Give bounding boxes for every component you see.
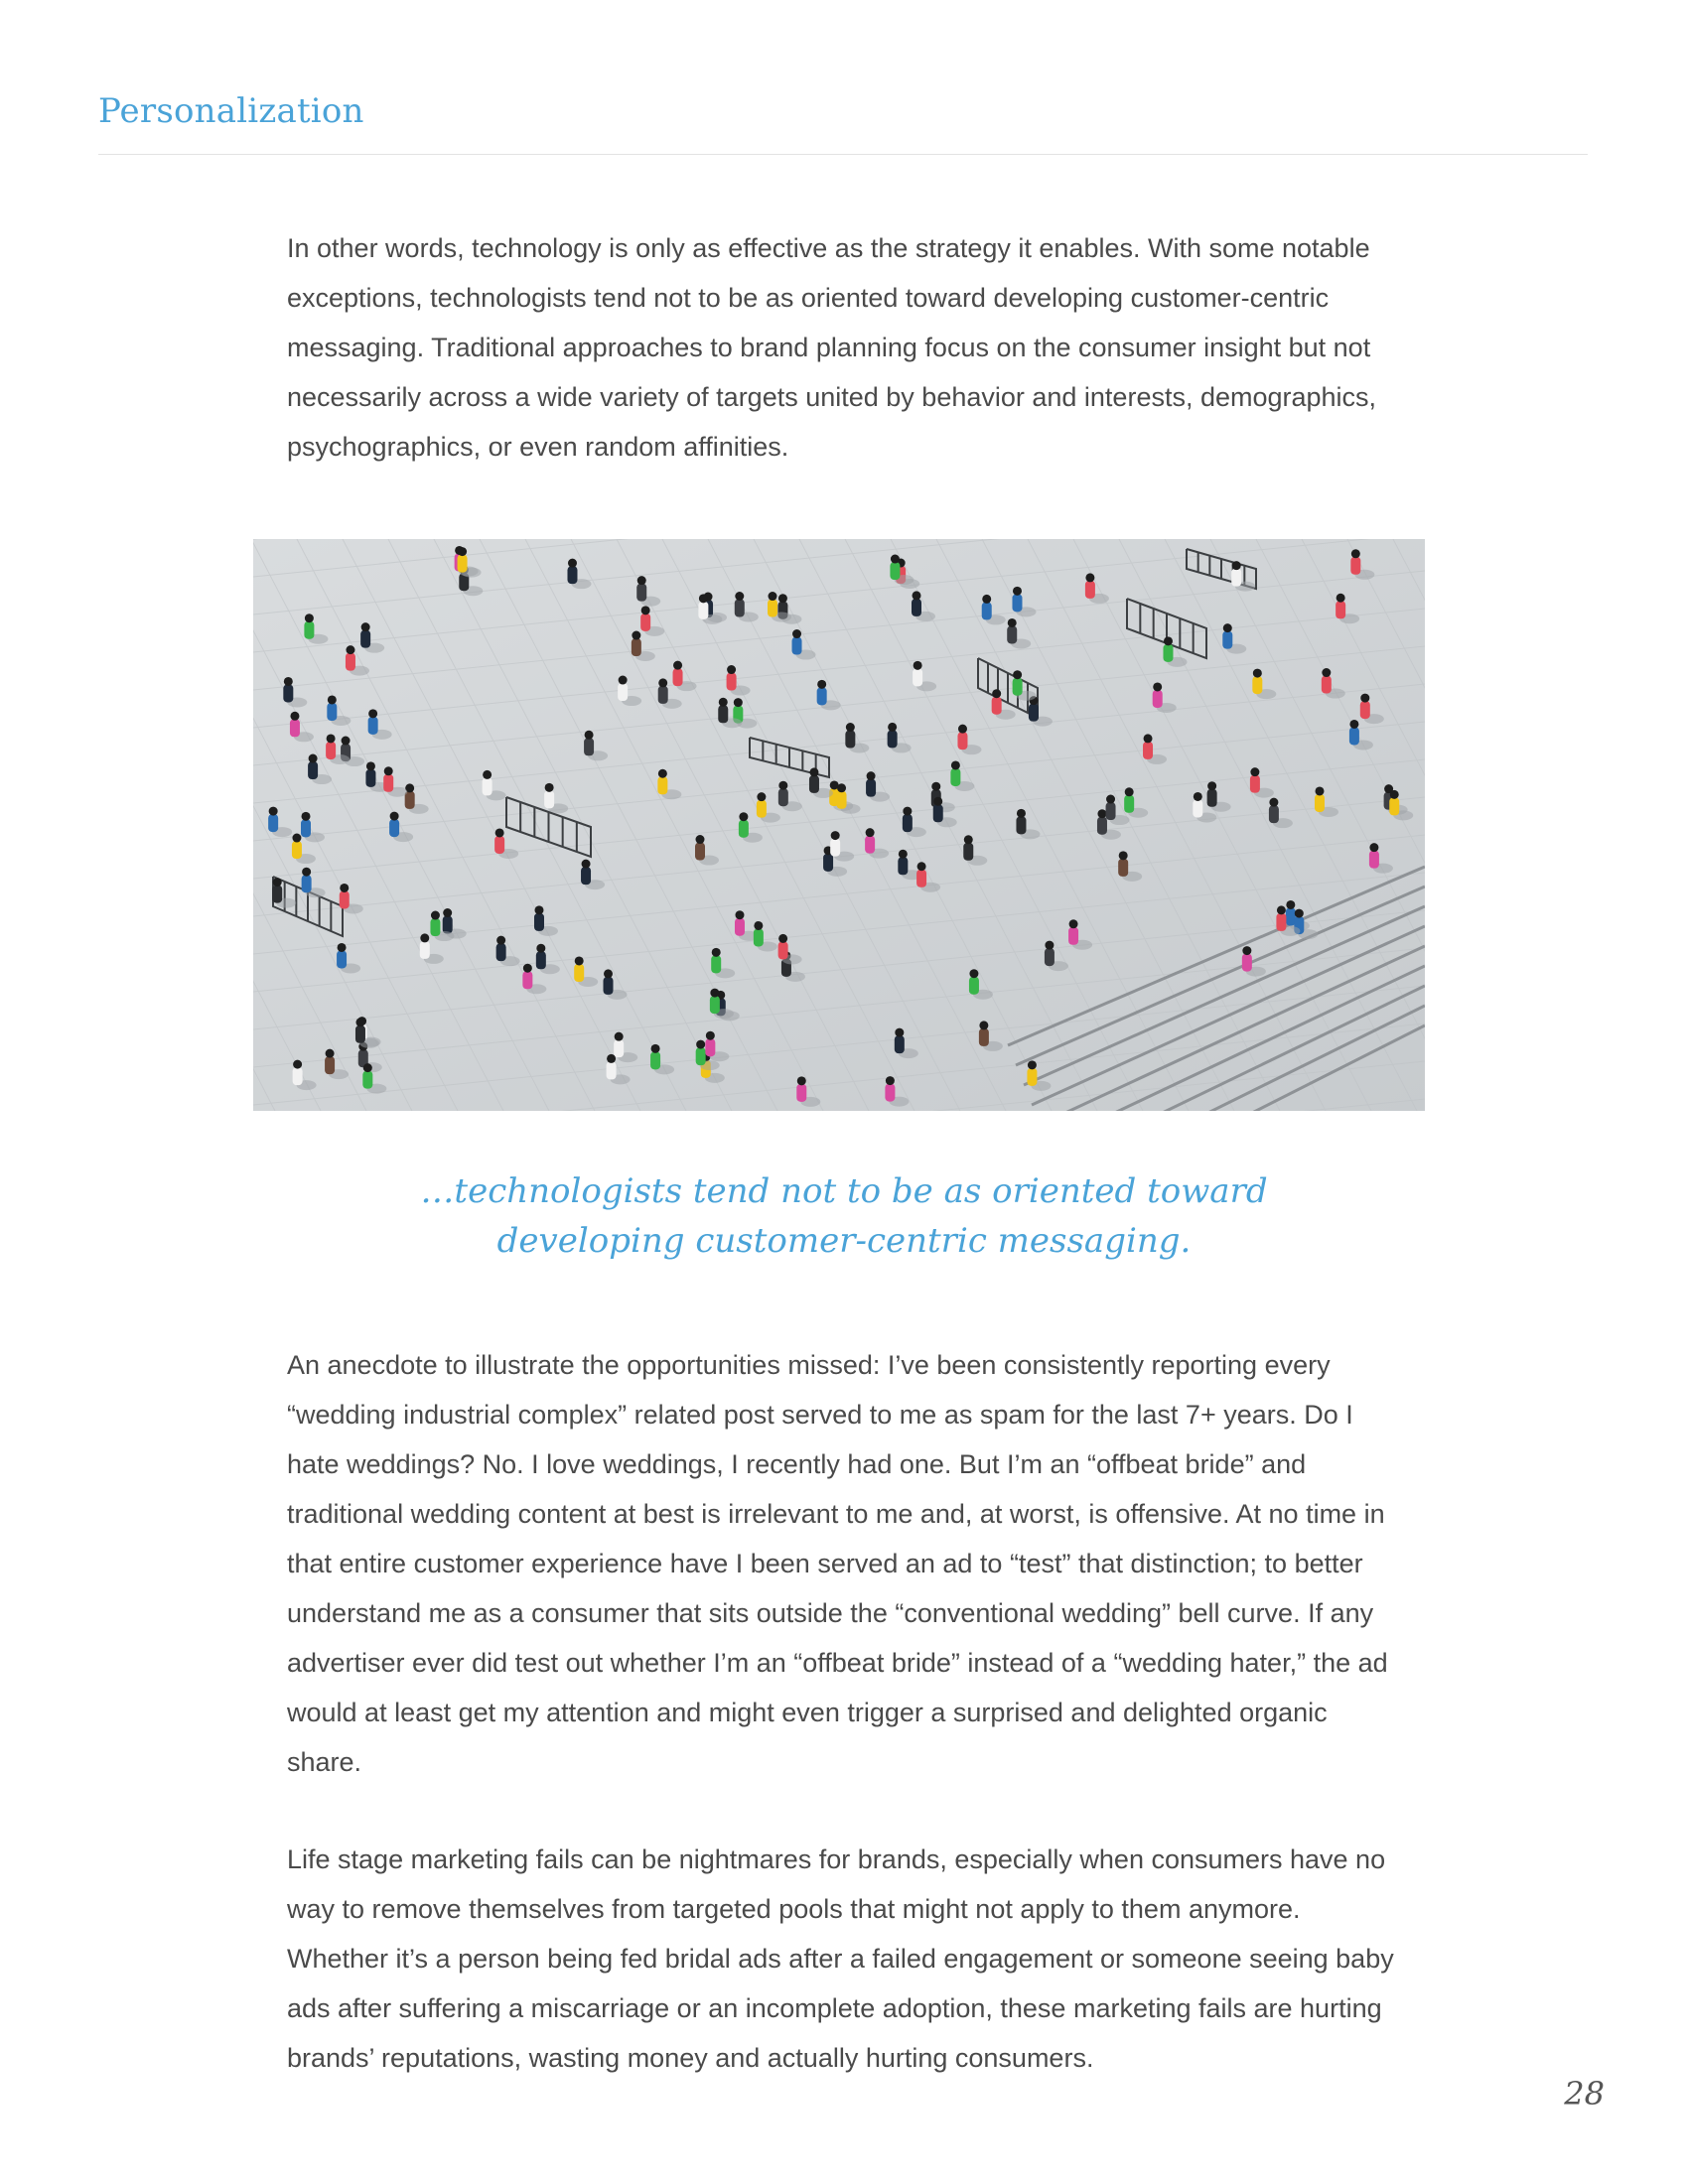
- pull-quote-line-2: developing customer-centric messaging.: [496, 1221, 1192, 1261]
- crowd-plaza-photo: [253, 539, 1425, 1111]
- body-paragraph-2: An anecdote to illustrate the opportunities missed: I’ve been consistently reporting every “wedding industrial complex” related post served to me as spam for the last 7+ years. Do I hate weddings? No. I love weddings, I recently had one. But I’m an “offbeat bride” and traditional wedding content at best is irrelevant to me and, at worst, is offensive. At no time in that entire customer experience have I been served an ad to “test” that distinction; to better understand me as a consumer that sits outside the “conventional wedding” bell curve. If any advertiser ever did test out whether I’m an “offbeat bride” instead of a “wedding hater,” the ad would at least get my attention and might even trigger a surprised and delighted organic share.: [287, 1350, 1388, 1777]
- header-divider: [98, 154, 1588, 155]
- pull-quote: [298, 1166, 1390, 1266]
- body-paragraph-3: Life stage marketing fails can be nightmares for brands, especially when consumers have no way to remove themselves from targeted pools that might not apply to them anymore. Whether it’s a person being fed bridal ads after a failed engagement or someone seeing baby ads after suffering a miscarriage or an incomplete adoption, these marketing fails are hurting brands’ reputations, wasting money and actually hurting consumers.: [287, 1844, 1394, 2073]
- section-title: Personalization: [98, 91, 364, 131]
- body-paragraph-1: In other words, technology is only as effective as the strategy it enables. With some notable exceptions, technologists tend not to be as oriented toward developing customer-centric messaging. Traditional approaches to brand planning focus on the consumer insight but not necessarily across a wide variety of targets united by behavior and interests, demographics, psychographics, or even random affinities.: [287, 233, 1377, 462]
- pull-quote-line-1: …technologists tend not to be as oriented toward: [420, 1171, 1268, 1211]
- page-number: 28: [1564, 2075, 1605, 2113]
